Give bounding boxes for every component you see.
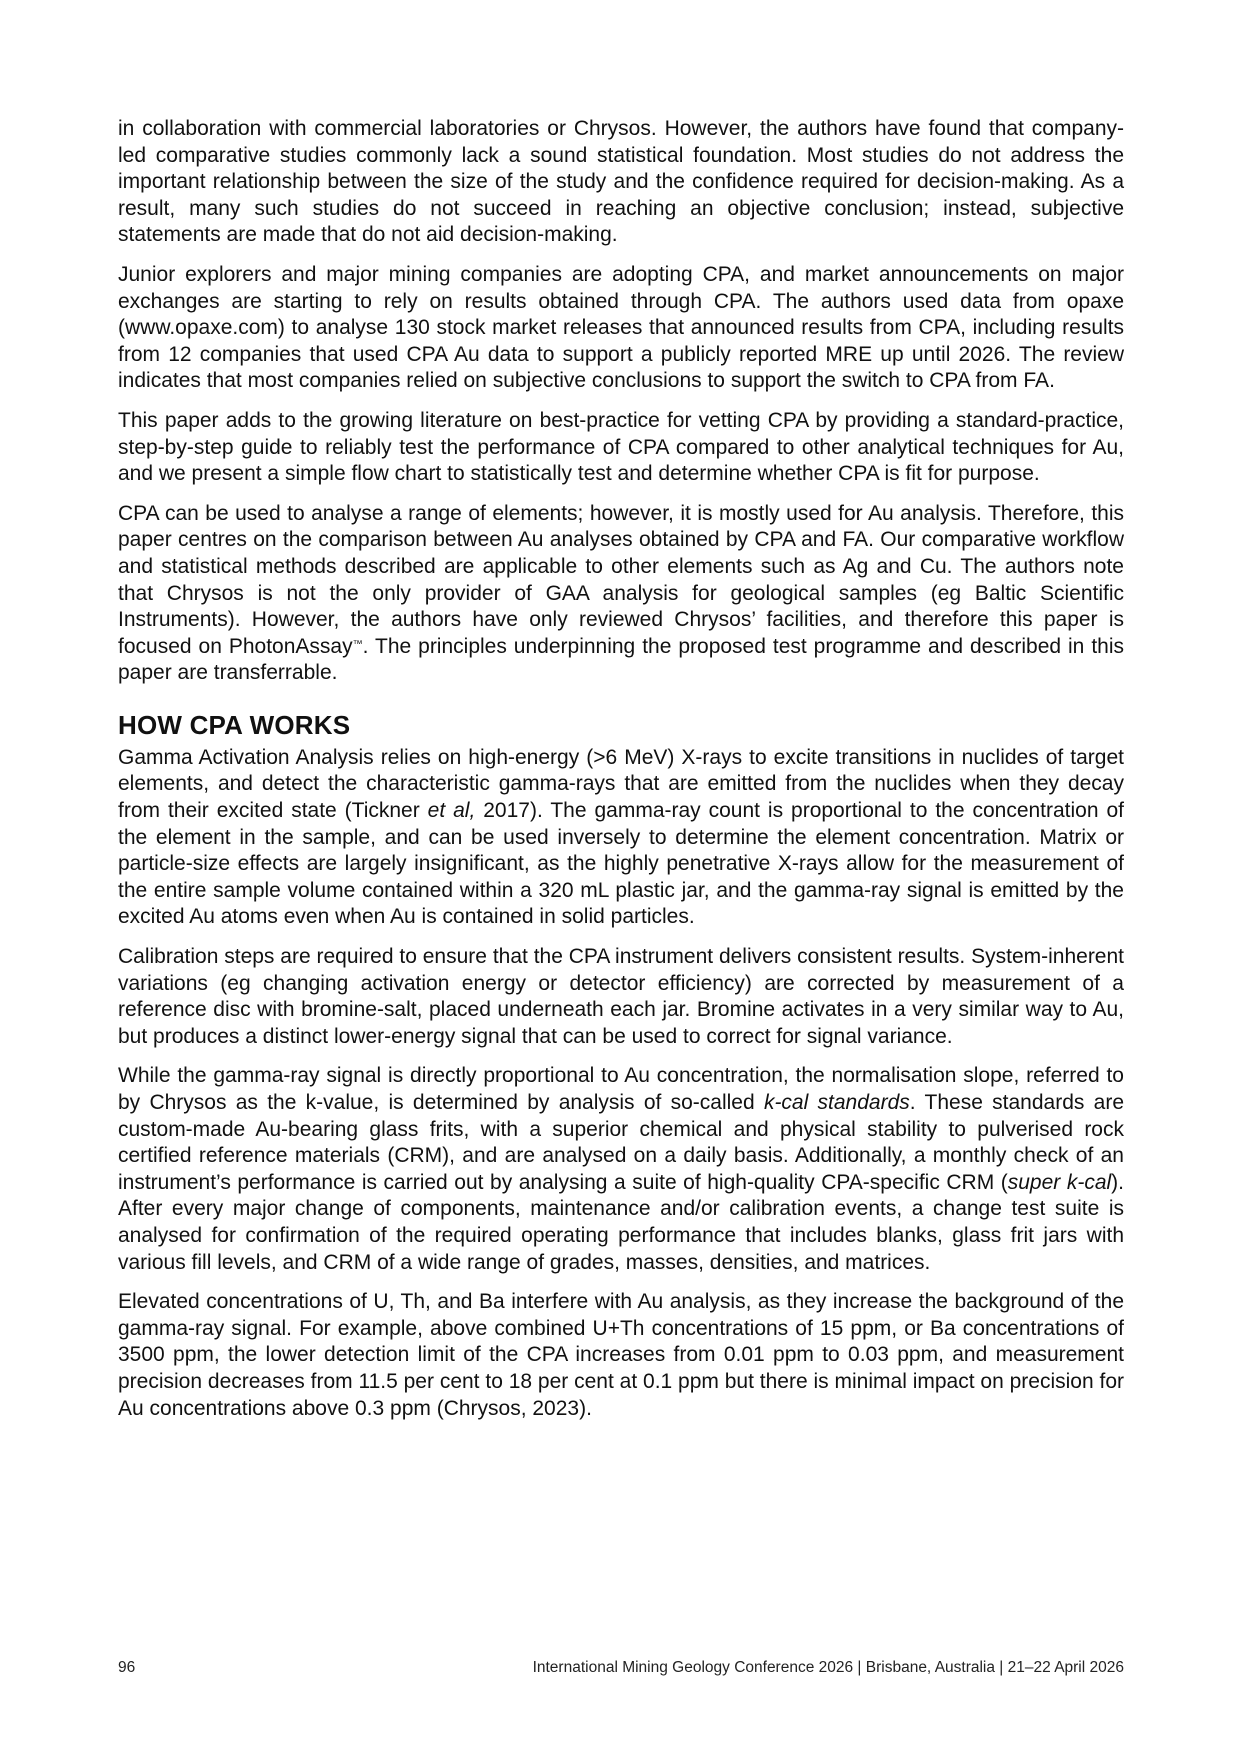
citation-et-al: et al, — [427, 799, 476, 823]
term-k-cal-standards: k-cal standards — [763, 1091, 910, 1114]
paragraph-4-text-a: CPA can be used to analyse a range of elements; however, it is mostly used for Au analysis. Therefore, this paper centres on the comparison between Au analyses obtained by CPA and FA. Our comparative workflow and statistical methods described are applicable to other elements such as Ag and Cu. The authors note that Chrysos is not the only provider of GAA analysis for geological samples (eg Baltic Scientific Instruments). However, the authors have only reviewed Chrysos’ facilities, and therefore this paper is focused on PhotonAssay — [118, 501, 1124, 658]
paragraph-5-text-a: Gamma Activation Analysis relies on high-energy (>6 MeV) X-rays to excite transitions in nuclides of target elements, and detect the characteristic gamma-rays that are emitted from the nuclides when they decay from their excited state (Tickner — [118, 745, 1124, 823]
paragraph-5-text-b: 2017). The gamma-ray count is proportional to the concentration of the element in the sample, and can be used inversely to determine the element concentration. Matrix or particle-size effects are largely insignificant, as the highly penetrative X-rays allow for the measurement of the entire sample volume contained within a 320 mL plastic jar, and the gamma-ray signal is emitted by the excited Au atoms even when Au is contained in solid particles. — [118, 799, 1124, 929]
paragraph-5 — [118, 745, 1124, 931]
paragraph-8: Elevated concentrations of U, Th, and Ba interfere with Au analysis, as they increase the background of the gamma-ray signal. For example, above combined U+Th concentrations of 15 ppm, or Ba concentrations of 3500 ppm, the lower detection limit of the CPA increases from 0.01 ppm to 0.03 ppm, and measurement precision decreases from 11.5 per cent to 18 per cent at 0.1 ppm but there is minimal impact on precision for Au concentrations above 0.3 ppm (Chrysos, 2023). — [118, 1290, 1124, 1420]
paragraph-6: Calibration steps are required to ensure that the CPA instrument delivers consistent results. System-inherent variations (eg changing activation energy or detector efficiency) are corrected by measurement of a reference disc with bromine-salt, placed underneath each jar. Bromine activates in a very similar way to Au, but produces a distinct lower-energy signal that can be used to correct for signal variance. — [118, 945, 1124, 1048]
paragraph-7 — [118, 1063, 1124, 1276]
paragraph-2: Junior explorers and major mining companies are adopting CPA, and market announcements on major exchanges are starting to rely on results obtained through CPA. The authors used data from opaxe (www.opaxe.com) to analyse 130 stock market releases that announced results from CPA, including results from 12 companies that used CPA Au data to support a publicly reported MRE up until 2026. The review indicates that most companies relied on subjective conclusions to support the switch to CPA from FA. — [118, 262, 1124, 393]
page-content — [118, 116, 1124, 1422]
page-number: 96 — [118, 1659, 136, 1676]
paragraph-4-text-b: . The principles underpinning the proposed test programme and described in this paper are transferrable. — [118, 634, 1124, 685]
paragraph-7-text-b: . These standards are custom-made Au-bearing glass frits, with a superior chemical and physical stability to pulverised rock certified reference materials (CRM), and are analysed on a daily basis. Additionally, a monthly check of an instrument’s performance is carried out by analysing a suite of high-quality CPA-specific CRM ( — [118, 1091, 1124, 1194]
section-heading: HOW CPA WORKS — [118, 709, 351, 740]
term-super-k-cal: super k-cal — [1007, 1170, 1112, 1194]
conference-footer: International Mining Geology Conference 2026 | Brisbane, Australia | 21–22 April 2026 — [532, 1659, 1124, 1676]
trademark-symbol: ™ — [352, 638, 363, 650]
paragraph-7-text-c: ). After every major change of components, maintenance and/or calibration events, a change test suite is analysed for confirmation of the required operating performance that includes blanks, glass frit jars with various fill levels, and CRM of a wide range of grades, masses, densities, and matrices. — [118, 1170, 1124, 1274]
page-footer — [118, 1658, 1124, 1678]
paragraph-7-text-a: While the gamma-ray signal is directly proportional to Au concentration, the normalisation slope, referred to by Chrysos as the k-value, is determined by analysis of so-called — [118, 1064, 1124, 1114]
paragraph-3: This paper adds to the growing literature on best-practice for vetting CPA by providing a standard-practice, step-by-step guide to reliably test the performance of CPA compared to other analytical techniques for Au, and we present a simple flow chart to statistically test and determine whether CPA is fit for purpose. — [118, 408, 1124, 486]
paragraph-1: in collaboration with commercial laboratories or Chrysos. However, the authors have found that company-led comparative studies commonly lack a sound statistical foundation. Most studies do not address the important relationship between the size of the study and the confidence required for decision-making. As a result, many such studies do not succeed in reaching an objective conclusion; instead, subjective statements are made that do not aid decision-making. — [118, 117, 1124, 247]
paragraph-4 — [118, 501, 1124, 687]
